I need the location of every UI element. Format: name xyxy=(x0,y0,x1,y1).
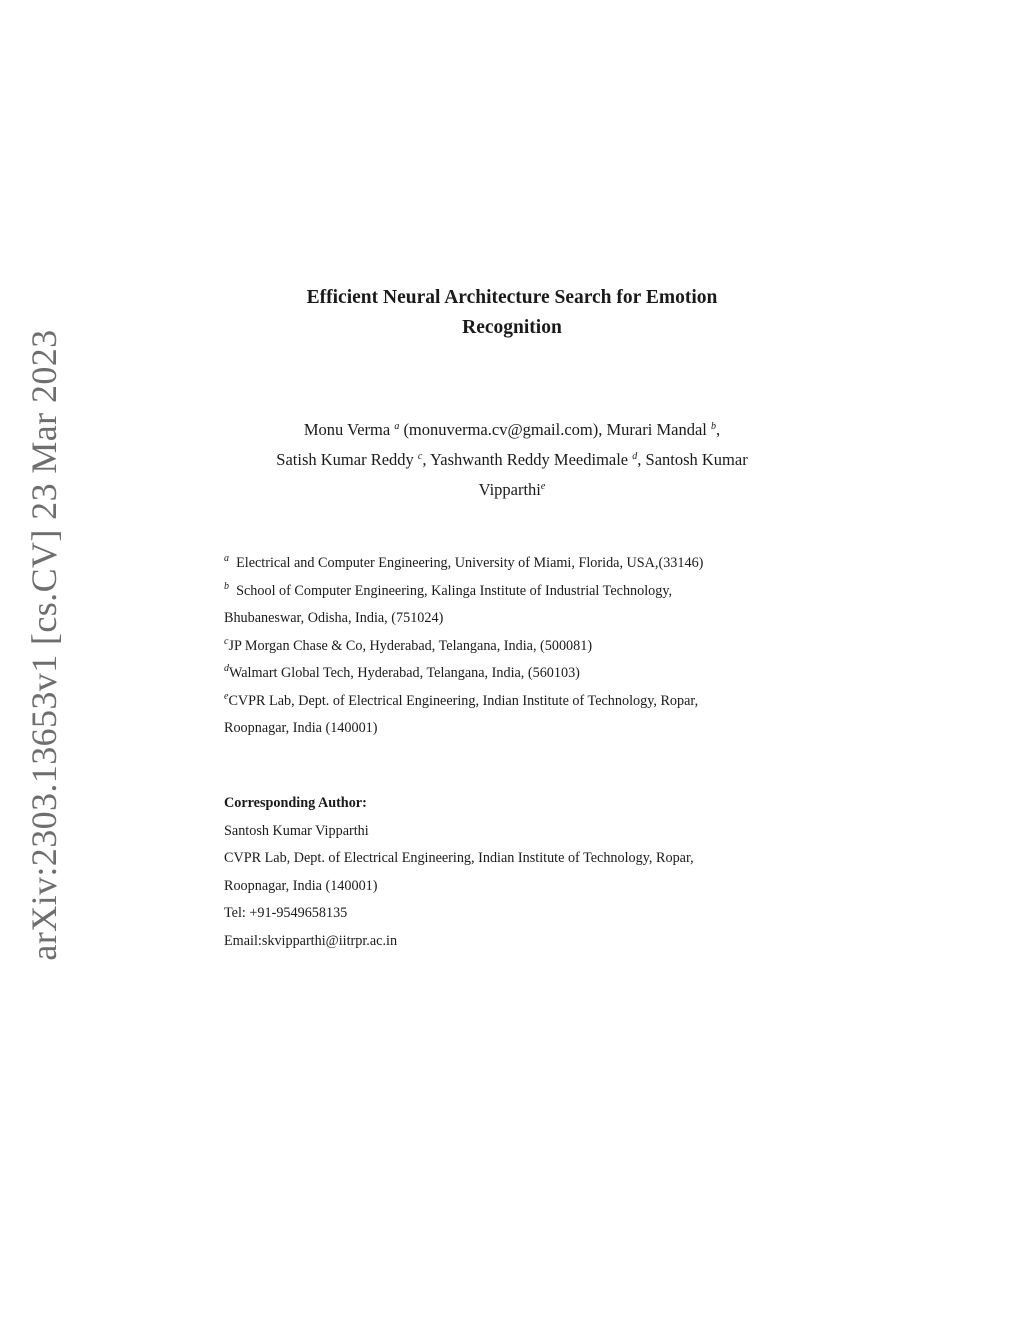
affiliation-text: JP Morgan Chase & Co, Hyderabad, Telangana, India, (500081) xyxy=(228,637,593,654)
corresponding-email[interactable]: Email:skvipparthi@iitrpr.ac.in xyxy=(224,932,398,949)
paper-title xyxy=(0,283,1024,343)
affil-marker: b xyxy=(224,580,229,592)
affil-marker: c xyxy=(224,635,229,647)
affiliation-c xyxy=(224,633,824,661)
author-name: Satish Kumar Reddy xyxy=(276,450,414,469)
author-line-3 xyxy=(0,475,1024,505)
affiliation-text: Electrical and Computer Engineering, University of Miami, Florida, USA,(33146) xyxy=(236,555,704,571)
author-name: Santosh Kumar xyxy=(645,450,748,469)
corresponding-label: Corresponding Author: xyxy=(224,795,367,811)
affiliation-text: CVPR Lab, Dept. of Electrical Engineering, Indian Institute of Technology, Ropar, xyxy=(228,692,699,709)
affil-marker: e xyxy=(540,481,546,492)
author-email[interactable]: (monuverma.cv@gmail.com), xyxy=(403,420,603,439)
corresponding-name: Santosh Kumar Vipparthi xyxy=(224,822,369,839)
title-line-2: Recognition xyxy=(462,317,562,338)
affil-marker: d xyxy=(632,451,638,462)
affil-marker: b xyxy=(710,421,716,432)
affil-marker: e xyxy=(224,690,229,702)
affil-marker: a xyxy=(394,421,400,432)
affiliation-text: School of Computer Engineering, Kalinga Institute of Industrial Technology, xyxy=(236,582,673,599)
corresponding-author-block xyxy=(224,790,824,955)
affiliation-text: Walmart Global Tech, Hyderabad, Telangana, India, (560103) xyxy=(229,665,580,681)
affil-marker: c xyxy=(417,451,423,462)
arxiv-identifier-stamp: arXiv:2303.13653v1 [cs.CV] 23 Mar 2023 xyxy=(24,329,64,961)
author-name: Vipparthi xyxy=(478,480,541,499)
affiliation-d xyxy=(224,660,824,688)
affiliation-b xyxy=(224,578,824,606)
affil-marker: d xyxy=(224,663,229,674)
affiliation-e xyxy=(224,688,824,716)
corresponding-address-2: Roopnagar, India (140001) xyxy=(224,877,378,894)
title-line-1: Efficient Neural Architecture Search for Emotion xyxy=(306,287,718,308)
author-line-1: Monu Verma $^a$ (monuverma.cv@gmail.com), Murari Mandal $^b$, xyxy=(303,420,721,439)
affiliation-b-cont: Bhubaneswar, Odisha, India, (751024) xyxy=(224,610,444,626)
affiliation-e-cont: Roopnagar, India (140001) xyxy=(224,720,378,736)
author-line-2: Satish Kumar Reddy $^c$, Yashwanth Reddy Meedimale $^d$, Santosh Kumar xyxy=(276,450,748,469)
affil-marker: a xyxy=(224,553,229,564)
author-list xyxy=(0,415,1024,505)
affiliation-a xyxy=(224,550,824,578)
author-name: Murari Mandal xyxy=(606,420,707,439)
affiliation-list xyxy=(224,550,824,743)
corresponding-address-1: CVPR Lab, Dept. of Electrical Engineering, Indian Institute of Technology, Ropar, xyxy=(224,850,694,866)
corresponding-tel: Tel: +91-9549658135 xyxy=(224,905,348,921)
author-name: Monu Verma xyxy=(303,420,391,439)
author-name: Yashwanth Reddy Meedimale xyxy=(430,450,629,469)
